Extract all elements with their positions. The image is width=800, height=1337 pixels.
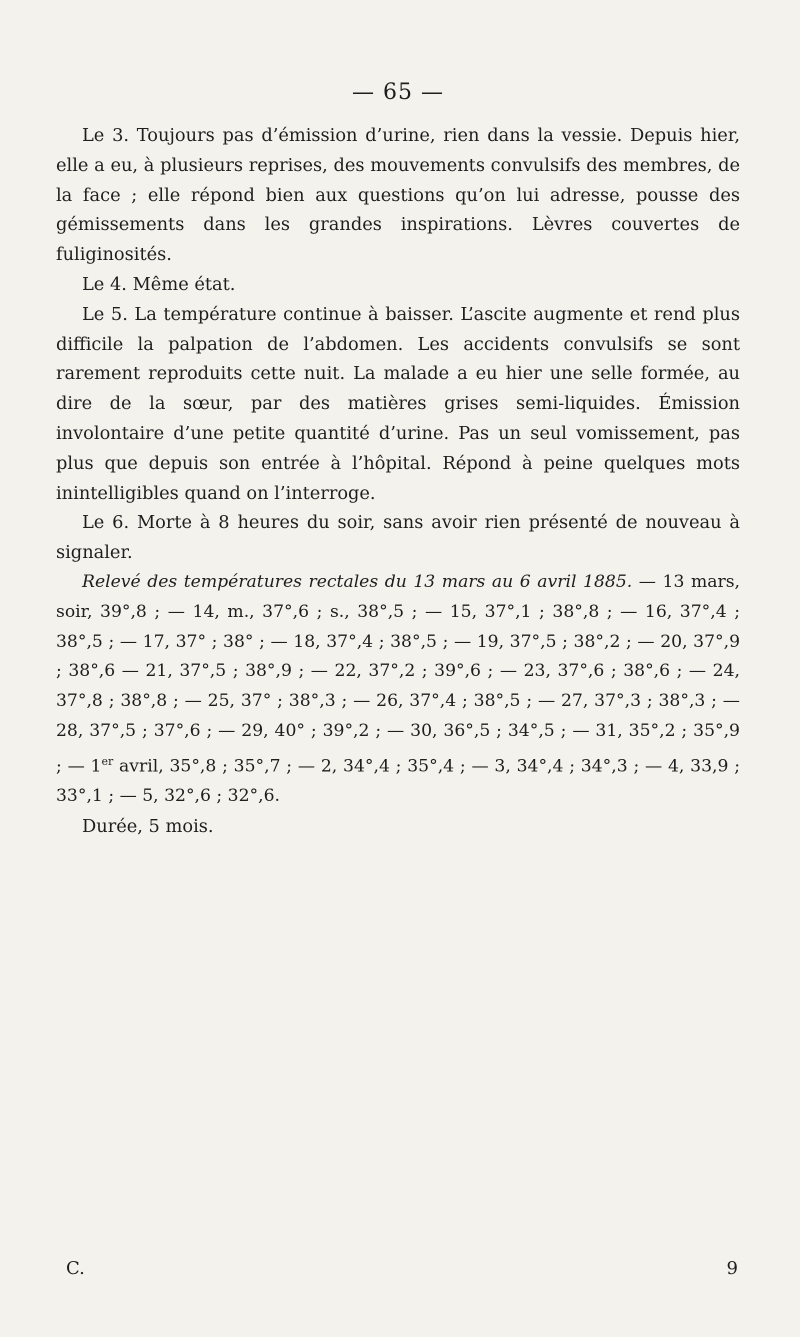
page-footer (66, 1258, 738, 1279)
temperature-values-part2: avril, 35°,8 ; 35°,7 ; — 2, 34°,4 ; 35°,4 ; — 3, 34°,4 ; 34°,3 ; — 4, 33,9 ; 33°,1 ; — 5, 32°,6 ; 32°,6. (56, 756, 741, 807)
temperature-heading: Relevé des températures rectales du 13 mars au 6 avril 1885. (82, 571, 633, 592)
paragraph-day-6: Le 6. Morte à 8 heures du soir, sans avoir rien présenté de nouveau à signaler. (56, 512, 740, 564)
footer-sheet-number: 9 (726, 1258, 738, 1279)
page-number: — 65 — (352, 80, 444, 105)
footer-signature-mark: C. (66, 1258, 85, 1279)
paragraph-day-3: Le 3. Toujours pas d’émission d’urine, rien dans la vessie. Depuis hier, elle a eu, à plusieurs reprises, des mouvements convulsifs des membres, de la face ; elle répond bien aux questions qu’on lui adresse, pousse des gémissements dans les grandes inspirations. Lèvres couvertes de fuliginosités. (56, 125, 740, 266)
paragraph-day-4: Le 4. Même état. (82, 273, 236, 295)
paragraph-day-5: Le 5. La température continue à baisser. L’ascite augmente et rend plus difficile la palpation de l’abdomen. Les accidents convulsifs se sont rarement reproduits cette nuit. La malade a eu hier une selle formée, au dire de la sœur, par des matières grises semi-liquides. Émission involontaire d’une petite quantité d’urine. Pas un seul vomissement, pas plus que depuis son entrée à l’hôpital. Répond à peine quelques mots inintelligibles quand on l’interroge. (56, 303, 740, 504)
temperature-record (56, 568, 740, 812)
ordinal-superscript: er (101, 754, 114, 768)
duration-line: Durée, 5 mois. (82, 816, 214, 838)
page-content (56, 80, 740, 842)
temperature-values-part1: — 13 mars, soir, 39°,8 ; — 14, m., 37°,6 ; s., 38°,5 ; — 15, 37°,1 ; 38°,8 ; — 16, 37°,4 ; 38°,5 ; — 17, 37° ; 38° ; — 18, 37°,4 ; 38°,5 ; — 19, 37°,5 ; 38°,2 ; — 20, 37°,9 ; 38°,6 — 21, 37°,5 ; 38°,9 ; — 22, 37°,2 ; 39°,6 ; — 23, 37°,6 ; 38°,6 ; — 24, 37°,8 ; 38°,8 ; — 25, 37° ; 38°,3 ; — 26, 37°,4 ; 38°,5 ; — 27, 37°,3 ; 38°,3 ; — 28, 37°,5 ; 37°,6 ; — 29, 40° ; 39°,2 ; — 30, 36°,5 ; 34°,5 ; — 31, 35°,2 ; 35°,9 ; — 1 (56, 571, 740, 777)
